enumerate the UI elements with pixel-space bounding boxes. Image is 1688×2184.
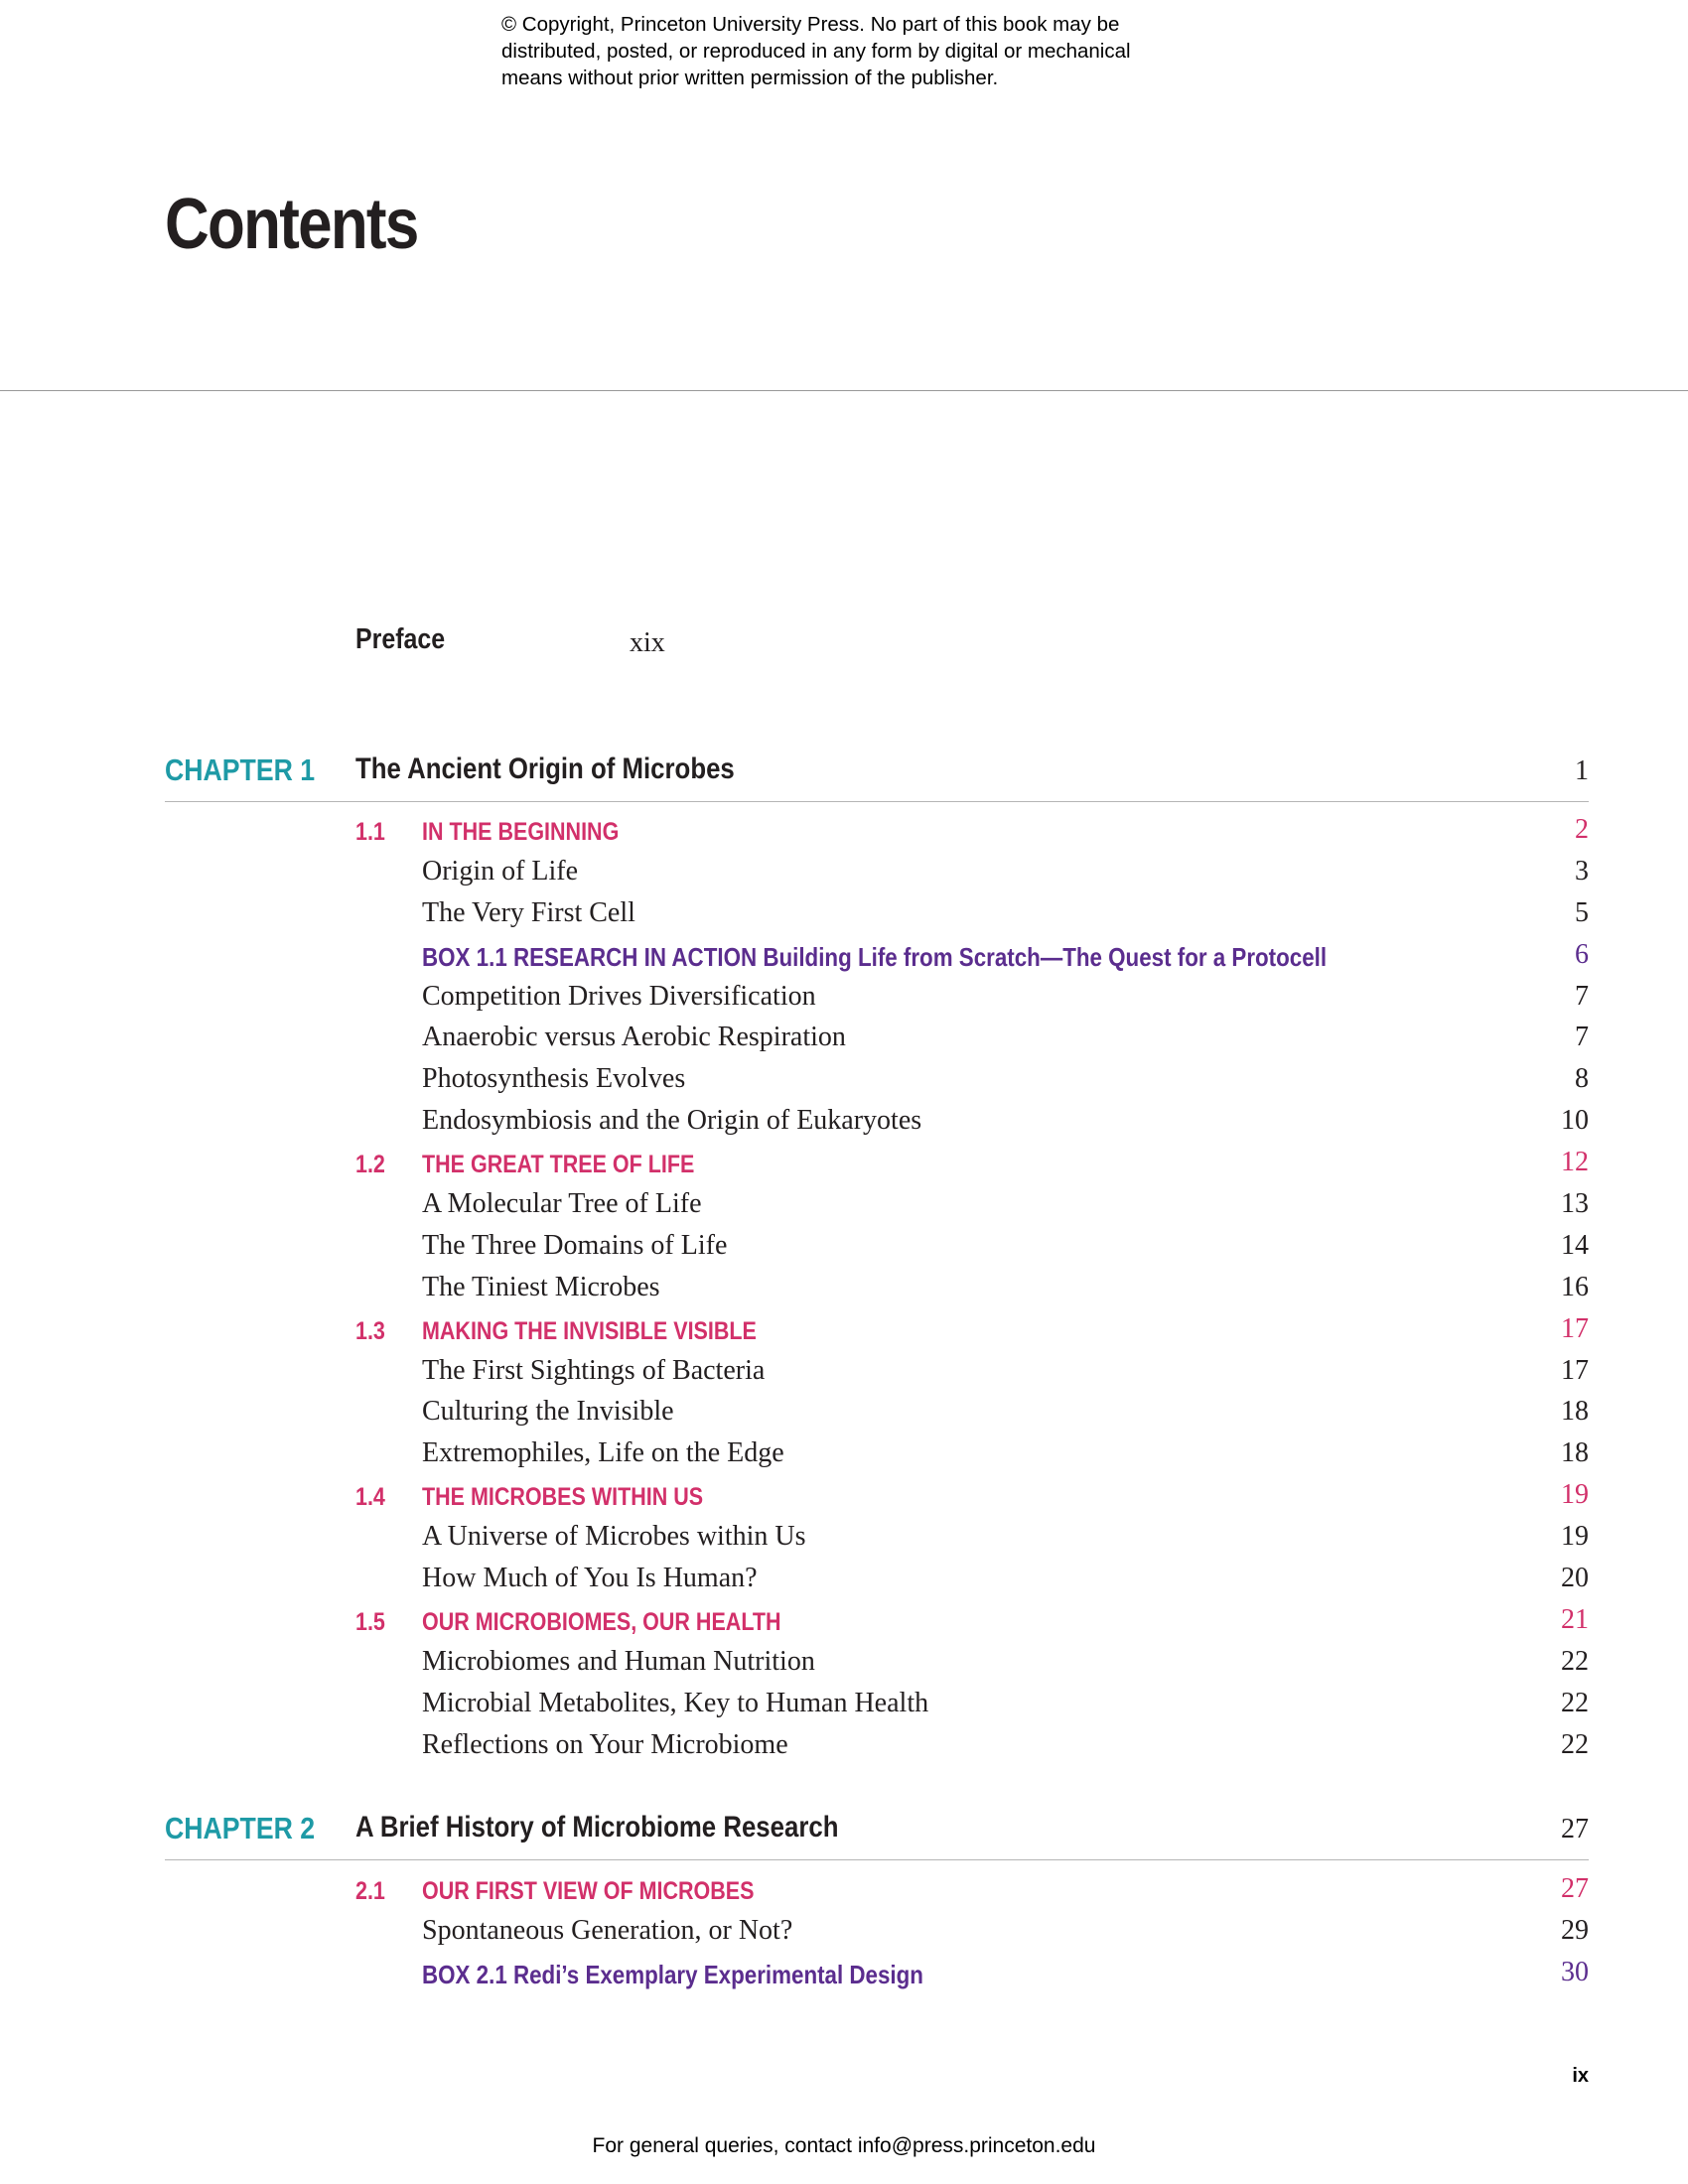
entry-page-number: 22 [1561, 1728, 1589, 1760]
entry-title: Anaerobic versus Aerobic Respiration [422, 1022, 846, 1053]
entry-title: A Universe of Microbes within Us [422, 1521, 806, 1553]
entry-page-number: 30 [1561, 1956, 1589, 1987]
entry-page-number: 20 [1561, 1563, 1589, 1594]
copyright-line: © Copyright, Princeton University Press. No part of this book may be [501, 13, 1120, 36]
entry-title: A Molecular Tree of Life [422, 1188, 702, 1220]
preface-page-number: xix [630, 627, 665, 658]
entry-title: Culturing the Invisible [422, 1396, 674, 1428]
toc-section-entry [355, 1147, 1589, 1188]
entry-title: The Tiniest Microbes [422, 1271, 660, 1302]
entry-page-number: 22 [1561, 1687, 1589, 1718]
toc-topic-entry [355, 1230, 1589, 1272]
entry-page-number: 13 [1561, 1188, 1589, 1220]
entry-page-number: 10 [1561, 1105, 1589, 1137]
title-divider [0, 390, 1688, 391]
entry-page-number: 7 [1575, 980, 1589, 1012]
entry-title: THE GREAT TREE OF LIFE [422, 1151, 695, 1179]
section-number: 1.1 [355, 818, 385, 846]
entry-title: Origin of Life [422, 855, 579, 887]
entry-page-number: 22 [1561, 1645, 1589, 1677]
chapter-divider [165, 1859, 1589, 1860]
section-number: 1.5 [355, 1607, 385, 1636]
toc-topic-entry [355, 897, 1589, 939]
entry-title: The First Sightings of Bacteria [422, 1354, 766, 1386]
toc-topic-entry [355, 1105, 1589, 1147]
toc-topic-entry [355, 1355, 1589, 1397]
entry-page-number: 17 [1561, 1354, 1589, 1386]
entry-page-number: 12 [1561, 1147, 1589, 1178]
toc-topic-entry [355, 1437, 1589, 1479]
toc-topic-entry [355, 1188, 1589, 1230]
entry-title: Endosymbiosis and the Origin of Eukaryotes [422, 1105, 922, 1137]
entry-page-number: 21 [1561, 1603, 1589, 1635]
chapter-title: A Brief History of Microbiome Research [355, 1811, 839, 1843]
entry-page-number: 17 [1561, 1312, 1589, 1344]
chapter-page-number: 1 [1575, 755, 1589, 786]
chapter-label: CHAPTER 2 [165, 1811, 316, 1845]
entry-page-number: 2 [1575, 814, 1589, 845]
entry-title: OUR MICROBIOMES, OUR HEALTH [422, 1607, 781, 1636]
chapter-label: CHAPTER 1 [165, 752, 316, 787]
preface-label: Preface [355, 623, 446, 655]
copyright-line: distributed, posted, or reproduced in any form by digital or mechanical [501, 40, 1131, 63]
entry-title: THE MICROBES WITHIN US [422, 1483, 704, 1512]
entry-title: Photosynthesis Evolves [422, 1063, 686, 1095]
chapter-divider [165, 801, 1589, 802]
toc-box-entry [355, 1957, 1589, 1998]
entry-page-number: 5 [1575, 896, 1589, 928]
toc-topic-entry [355, 1022, 1589, 1063]
page-folio: ix [1572, 2065, 1589, 2087]
entry-page-number: 6 [1575, 938, 1589, 970]
toc-section-entry [355, 1313, 1589, 1355]
entry-title: Extremophiles, Life on the Edge [422, 1437, 784, 1469]
entry-title: OUR FIRST VIEW OF MICROBES [422, 1877, 755, 1905]
entry-title: Spontaneous Generation, or Not? [422, 1914, 793, 1946]
entry-page-number: 14 [1561, 1229, 1589, 1261]
section-number: 1.3 [355, 1316, 385, 1345]
toc-topic-entry [355, 1063, 1589, 1105]
entry-page-number: 7 [1575, 1022, 1589, 1053]
toc-topic-entry [355, 1563, 1589, 1604]
page-title: Contents [165, 185, 418, 264]
entry-title: How Much of You Is Human? [422, 1563, 758, 1594]
toc-topic-entry [355, 1272, 1589, 1313]
copyright-notice [501, 11, 1256, 91]
section-number: 1.2 [355, 1151, 385, 1179]
toc-topic-entry [355, 1646, 1589, 1688]
toc-topic-entry [355, 1729, 1589, 1771]
entry-page-number: 18 [1561, 1396, 1589, 1428]
footer-contact: For general queries, contact info@press.princeton.edu [592, 2134, 1096, 2157]
toc-topic-entry [355, 1688, 1589, 1729]
entry-title: IN THE BEGINNING [422, 818, 620, 846]
entry-title: Microbial Metabolites, Key to Human Health [422, 1687, 929, 1718]
chapter-entries [355, 1873, 1589, 1998]
section-number: 2.1 [355, 1877, 385, 1905]
entry-title: BOX 2.1 Redi’s Exemplary Experimental Design [422, 1959, 923, 1989]
toc-topic-entry [355, 981, 1589, 1023]
entry-title: MAKING THE INVISIBLE VISIBLE [422, 1316, 757, 1345]
entry-page-number: 29 [1561, 1914, 1589, 1946]
toc-section-entry [355, 814, 1589, 856]
toc-section-entry [355, 1873, 1589, 1915]
entry-page-number: 16 [1561, 1271, 1589, 1302]
entry-page-number: 3 [1575, 855, 1589, 887]
entry-page-number: 27 [1561, 1873, 1589, 1904]
entry-title: The Three Domains of Life [422, 1229, 728, 1261]
toc-topic-entry [355, 1396, 1589, 1437]
section-number: 1.4 [355, 1483, 385, 1512]
entry-page-number: 19 [1561, 1479, 1589, 1511]
entry-title: Microbiomes and Human Nutrition [422, 1645, 815, 1677]
toc-topic-entry [355, 856, 1589, 897]
entry-title: Reflections on Your Microbiome [422, 1728, 788, 1760]
entry-title: The Very First Cell [422, 896, 635, 928]
toc-box-entry [355, 939, 1589, 981]
entry-title: Competition Drives Diversification [422, 980, 816, 1012]
entry-page-number: 8 [1575, 1063, 1589, 1095]
chapter-page-number: 27 [1561, 1814, 1589, 1844]
toc-topic-entry [355, 1915, 1589, 1957]
entry-title: BOX 1.1 RESEARCH IN ACTION Building Life from Scratch—The Quest for a Protocell [422, 941, 1328, 972]
entry-page-number: 18 [1561, 1437, 1589, 1469]
toc-topic-entry [355, 1521, 1589, 1563]
toc-section-entry [355, 1479, 1589, 1521]
copyright-line: means without prior written permission of the publisher. [501, 67, 999, 89]
entry-page-number: 19 [1561, 1521, 1589, 1553]
chapter-entries [355, 814, 1589, 1770]
toc-section-entry [355, 1604, 1589, 1646]
chapter-title: The Ancient Origin of Microbes [355, 752, 735, 785]
